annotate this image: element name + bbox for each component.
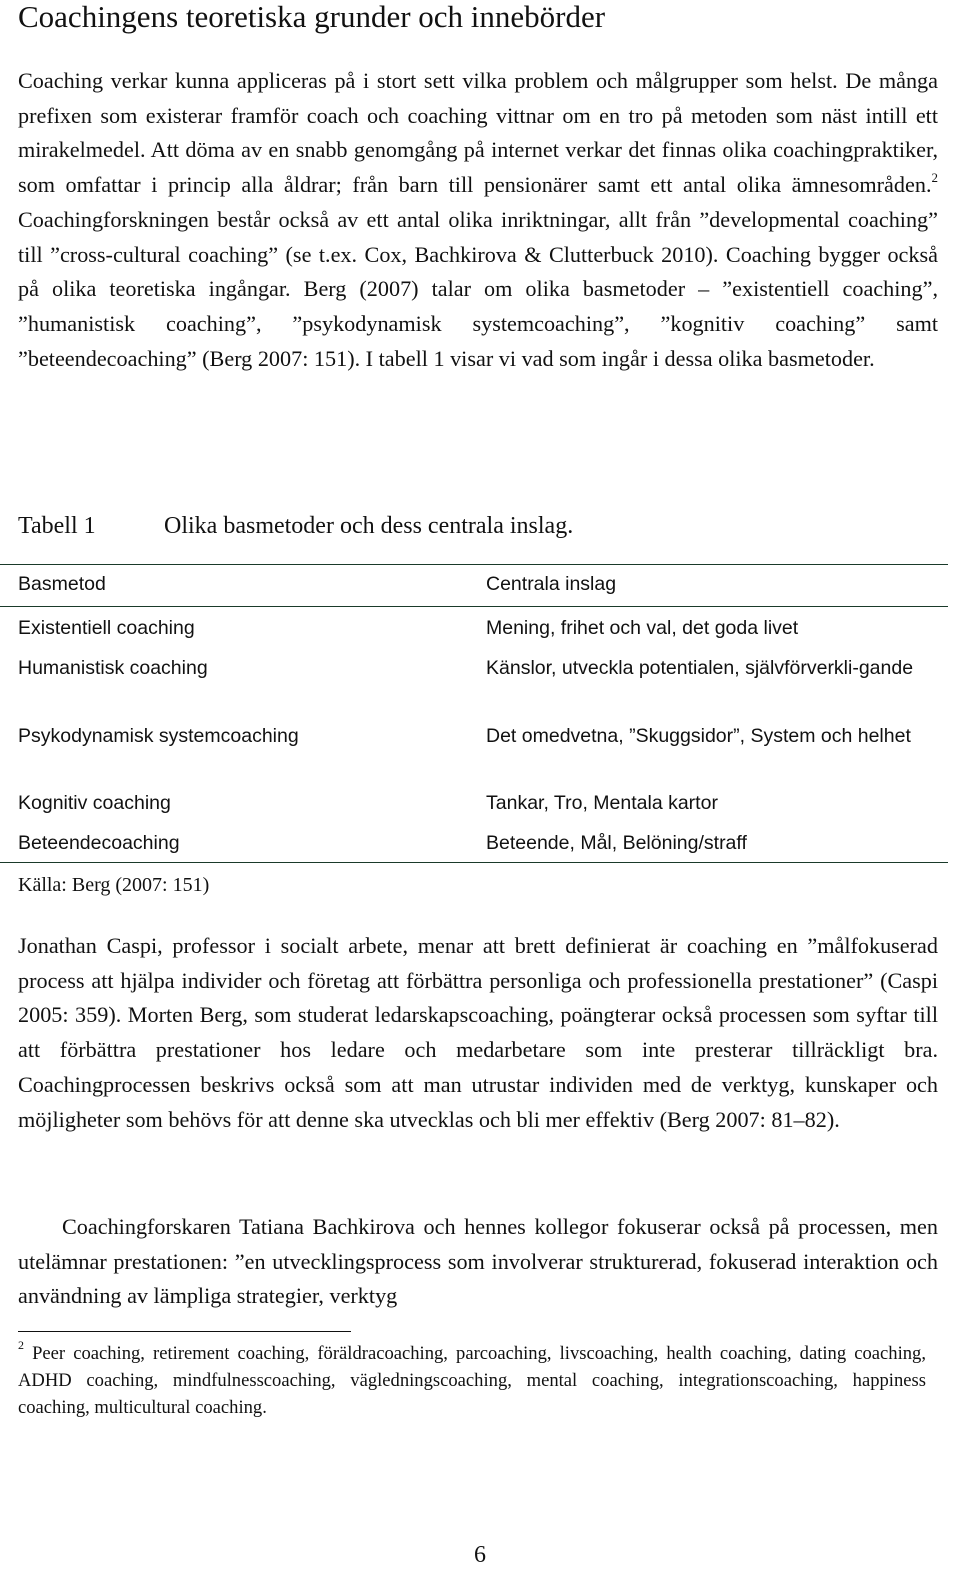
table-row-3-elements: Det omedvetna, ”Skuggsidor”, System och helhet [486,725,911,747]
intro-paragraph [18,64,938,376]
table-caption-text: Olika basmetoder och dess centrala inslag. [164,513,574,539]
table-row-2-elements: Känslor, utveckla potentialen, självförverkli-gande [486,657,914,679]
page-heading: Coachingens teoretiska grunder och innebörder [18,0,606,34]
footnote [18,1337,926,1421]
table-header-elements: Centrala inslag [486,573,617,595]
table-row-2-method: Humanistisk coaching [18,657,208,679]
table-row-4-method: Kognitiv coaching [18,792,171,814]
table-rule-header [0,606,948,607]
table-row-1-elements: Mening, frihet och val, det goda livet [486,617,799,639]
table-rule-bottom [0,862,948,863]
intro-paragraph-part2: Coachingforskningen består också av ett antal olika inriktningar, allt från ”developmental coaching” till ”cross-cultural coaching” (se t.ex. Cox, Bachkirova & Clutterbuck 2010). Coaching bygger också på olika teoretiska ingångar. Berg (2007) talar om olika basmetoder – ”existentiell coaching”, ”humanistisk coaching”, ”psykodynamisk systemcoaching”, ”kognitiv coaching” samt ”beteendecoaching” (Berg 2007: 151). I tabell 1 visar vi vad som ingår i dessa olika basmetoder. [18,206,938,371]
table-row-5-method: Beteendecoaching [18,832,180,854]
table-row-4-elements: Tankar, Tro, Mentala kartor [486,792,718,814]
footnote-separator [18,1331,351,1332]
caspi-paragraph: Jonathan Caspi, professor i socialt arbete, menar att brett definierat är coaching en ”målfokuserad process att hjälpa individer och företag att förbättra personliga och professionella prestationer” (Caspi 2005: 359). Morten Berg, som studerat ledarskapscoaching, poängterar också processen som syftar till att förbättra prestationer hos ledare och medarbetare som inte presterar tillräckligt bra. Coachingprocessen beskrivs också som att man utrustar individen med de verktyg, kunskaper och möjligheter som behövs för att denne ska utvecklas och bli mer effektiv (Berg 2007: 81–82). [18,933,938,1132]
footnote-reference[interactable]: 2 [931,169,938,185]
page-number: 6 [474,1542,486,1568]
footnote-text: Peer coaching, retirement coaching, föräldracoaching, parcoaching, livscoaching, health coaching, dating coaching, ADHD coaching, mindfulnesscoaching, vägledningscoaching, mental coaching, integrationscoaching, happiness coaching, multicultural coaching. [18,1343,926,1418]
table-header-method: Basmetod [18,573,106,595]
intro-paragraph-part1: Coaching verkar kunna appliceras på i stort sett vilka problem och målgrupper som helst. De många prefixen som existerar framför coach och coaching vittnar om en tro på metoden som näst intill ett mirakelmedel. Att döma av en snabb genomgång på internet verkar det finnas olika coachingpraktiker, som omfattar i princip alla åldrar; från barn till pensionärer samt ett antal olika ämnesområden. [18,68,938,198]
table-source: Källa: Berg (2007: 151) [18,874,210,896]
table-row-5-elements: Beteende, Mål, Belöning/straff [486,832,747,854]
table-caption [18,509,938,543]
methods-table [0,564,948,865]
table-row-1-method: Existentiell coaching [18,617,195,639]
bachkirova-paragraph: Coachingforskaren Tatiana Bachkirova och hennes kollegor fokuserar också på processen, men utelämnar prestationen: ”en utvecklingsprocess som involverar strukturerad, fokuserad interaktion och användning av lämpliga strategier, verktyg [18,1214,938,1309]
footnote-number: 2 [18,1337,24,1352]
table-row-3-method: Psykodynamisk systemcoaching [18,725,299,747]
table-caption-label: Tabell 1 [18,513,96,539]
table-rule-top [0,564,948,565]
